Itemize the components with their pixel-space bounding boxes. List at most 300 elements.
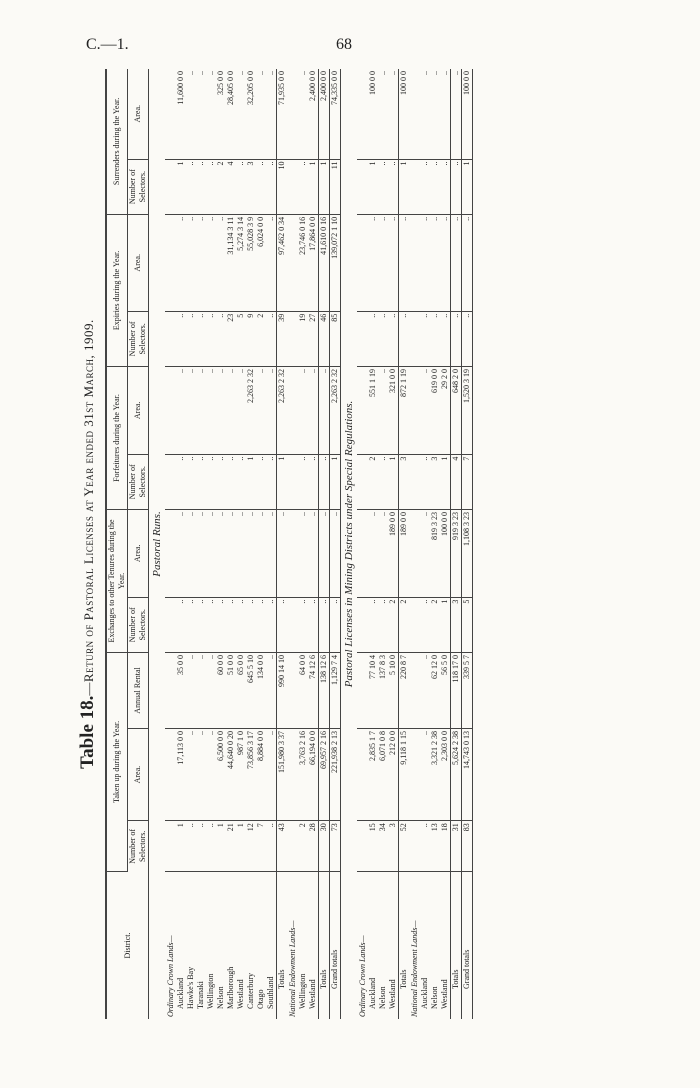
value-cell: .. (256, 509, 266, 597)
value-cell: 1 (308, 159, 319, 214)
value-cell: .. (298, 69, 308, 159)
value-cell: 2,263 2 32 (246, 367, 256, 455)
totals-row (319, 69, 330, 1019)
value-cell: .. (246, 597, 256, 652)
value-cell: 77 10 4 (368, 652, 378, 728)
group-title-row (165, 69, 176, 1019)
table-row (196, 69, 206, 1019)
district-cell: Grand totals (330, 871, 341, 1019)
value-cell: .. (216, 311, 226, 366)
empty-cell (357, 367, 368, 455)
table-row (186, 69, 196, 1019)
value-cell: .. (236, 597, 246, 652)
value-cell: 4 (451, 454, 462, 509)
value-cell: .. (440, 214, 451, 311)
value-cell: 14,743 0 13 (462, 729, 473, 821)
empty-cell (357, 311, 368, 366)
value-cell: 71,935 0 0 (277, 69, 288, 159)
district-cell: Grand totals (462, 871, 473, 1019)
value-cell: .. (196, 509, 206, 597)
rotated-table-container (75, 69, 625, 1019)
col-area: Area. (128, 69, 149, 159)
value-cell: 23,746 0 16 (298, 214, 308, 311)
value-cell: 11 (330, 159, 341, 214)
district-cell: Auckland (420, 977, 429, 1009)
value-cell: .. (430, 311, 440, 366)
value-cell: 321 0 0 (388, 367, 399, 455)
value-cell: .. (368, 509, 378, 597)
value-cell: .. (206, 214, 216, 311)
value-cell: .. (206, 69, 216, 159)
empty-cell (409, 367, 420, 455)
value-cell: .. (206, 821, 216, 872)
table-row (298, 69, 308, 1019)
value-cell: .. (196, 69, 206, 159)
value-cell: .. (246, 509, 256, 597)
value-cell: 7 (462, 454, 473, 509)
value-cell: 6,024 0 0 (256, 214, 266, 311)
district-cell: Nelson (378, 986, 387, 1009)
value-cell: .. (266, 367, 277, 455)
value-cell: .. (298, 509, 308, 597)
value-cell: .. (176, 214, 186, 311)
col-area: Area. (128, 729, 149, 821)
group-title-row (287, 69, 298, 1019)
empty-cell (165, 367, 176, 455)
table-row (308, 69, 319, 1019)
empty-cell (357, 652, 368, 728)
empty-cell (409, 652, 420, 728)
empty-cell (409, 214, 420, 311)
value-cell: .. (462, 214, 473, 311)
table-row (246, 69, 256, 1019)
value-cell: .. (236, 69, 246, 159)
value-cell: .. (266, 214, 277, 311)
value-cell: 137 8 3 (378, 652, 388, 728)
group-header-forfeitures: Forfeitures during the Year. (106, 367, 128, 510)
value-cell: .. (186, 729, 196, 821)
district-cell: Totals (277, 871, 288, 1019)
value-cell: .. (399, 311, 410, 366)
value-cell: .. (206, 652, 216, 728)
value-cell: 9 (246, 311, 256, 366)
section-title: Pastoral Licenses in Mining Districts under Special Regulations. (343, 400, 355, 688)
col-rental: Annual Rental (128, 652, 149, 728)
empty-cell (165, 454, 176, 509)
district-cell: Totals (319, 871, 330, 1019)
value-cell: 43 (277, 821, 288, 872)
value-cell: 2 (216, 159, 226, 214)
empty-cell (165, 821, 176, 872)
value-cell: 100 0 0 (440, 509, 451, 597)
value-cell: 9,118 1 15 (399, 729, 410, 821)
empty-cell (409, 509, 420, 597)
value-cell: 3 (451, 597, 462, 652)
value-cell: 3 (246, 159, 256, 214)
value-cell: .. (196, 367, 206, 455)
value-cell: .. (206, 159, 216, 214)
value-cell: 30 (319, 821, 330, 872)
value-cell: 1 (216, 821, 226, 872)
value-cell: .. (196, 214, 206, 311)
value-cell: 31 (451, 821, 462, 872)
value-cell: 1,108 3 23 (462, 509, 473, 597)
value-cell: .. (186, 69, 196, 159)
district-cell: Canterbury (246, 973, 255, 1009)
value-cell: 46 (319, 311, 330, 366)
value-cell: .. (186, 597, 196, 652)
empty-cell (287, 367, 298, 455)
empty-cell (357, 597, 368, 652)
value-cell: 17,864 0 0 (308, 214, 319, 311)
value-cell: 7 (256, 821, 266, 872)
value-cell: 648 2 0 (451, 367, 462, 455)
value-cell: 100 0 0 (399, 69, 410, 159)
value-cell: 1,129 7 4 (330, 652, 341, 728)
value-cell: 60 0 0 (216, 652, 226, 728)
empty-cell (409, 454, 420, 509)
value-cell: .. (186, 454, 196, 509)
value-cell: 2,400 0 0 (319, 69, 330, 159)
group-header-exchanges: Exchanges to other Tenures during the Year. (106, 509, 128, 652)
value-cell: .. (226, 454, 236, 509)
value-cell: .. (186, 311, 196, 366)
district-header: District. (106, 871, 149, 1019)
value-cell: .. (256, 159, 266, 214)
group-title-row (357, 69, 368, 1019)
value-cell: 2 (298, 821, 308, 872)
value-cell: .. (378, 454, 388, 509)
value-cell: 987 1 0 (236, 729, 246, 821)
col-area: Area. (128, 367, 149, 455)
value-cell: .. (308, 597, 319, 652)
table-row (420, 69, 430, 1019)
group-header-taken-up: Taken up during the Year. (106, 652, 128, 871)
value-cell: .. (186, 509, 196, 597)
empty-cell (165, 597, 176, 652)
value-cell: .. (216, 214, 226, 311)
value-cell: .. (420, 214, 430, 311)
value-cell: 19 (298, 311, 308, 366)
col-area: Area. (128, 509, 149, 597)
value-cell: 28 (308, 821, 319, 872)
value-cell: .. (388, 159, 399, 214)
table-row (226, 69, 236, 1019)
table-row (440, 69, 451, 1019)
value-cell: 2,263 2 32 (277, 367, 288, 455)
empty-cell (165, 311, 176, 366)
totals-row (399, 69, 410, 1019)
value-cell: 15 (368, 821, 378, 872)
group-header-expiries: Expiries during the Year. (106, 214, 128, 366)
value-cell: 1 (399, 159, 410, 214)
value-cell: 1 (440, 454, 451, 509)
value-cell: .. (256, 367, 266, 455)
value-cell: 3 (388, 821, 399, 872)
table-title-main: Table 18. (77, 695, 98, 769)
value-cell: 55,028 3 9 (246, 214, 256, 311)
empty-cell (409, 821, 420, 872)
grand-totals-row (462, 69, 473, 1019)
value-cell: .. (206, 597, 216, 652)
value-cell: 1 (330, 454, 341, 509)
value-cell: .. (256, 69, 266, 159)
group-name: National Endowment Lands— (409, 920, 419, 1017)
value-cell: .. (236, 159, 246, 214)
value-cell: .. (226, 509, 236, 597)
value-cell: .. (368, 597, 378, 652)
table-row (368, 69, 378, 1019)
value-cell: .. (266, 454, 277, 509)
value-cell: 13 (430, 821, 440, 872)
value-cell: .. (216, 597, 226, 652)
value-cell: .. (277, 509, 288, 597)
value-cell: .. (266, 597, 277, 652)
empty-cell (357, 214, 368, 311)
empty-cell (287, 821, 298, 872)
value-cell: 2,263 2 32 (330, 367, 341, 455)
value-cell: .. (420, 729, 430, 821)
value-cell: 2,303 0 0 (440, 729, 451, 821)
value-cell: 35 0 0 (176, 652, 186, 728)
district-cell: Totals (399, 871, 410, 1019)
value-cell: 5,274 3 14 (236, 214, 246, 311)
value-cell: .. (420, 69, 430, 159)
value-cell: .. (266, 509, 277, 597)
value-cell: .. (378, 597, 388, 652)
value-cell: 2,400 0 0 (308, 69, 319, 159)
district-cell: Wellington (206, 973, 215, 1009)
district-cell: Auckland (368, 977, 377, 1009)
empty-cell (409, 69, 420, 159)
value-cell: 220 8 7 (399, 652, 410, 728)
value-cell: 100 0 0 (368, 69, 378, 159)
value-cell: 10 (277, 159, 288, 214)
value-cell: .. (196, 821, 206, 872)
value-cell: 1 (176, 821, 186, 872)
empty-cell (165, 69, 176, 159)
table-row (236, 69, 246, 1019)
value-cell: 619 0 0 (430, 367, 440, 455)
value-cell: .. (298, 367, 308, 455)
value-cell: .. (378, 509, 388, 597)
value-cell: .. (420, 311, 430, 366)
district-cell: Taranaki (196, 981, 205, 1009)
group-name: Ordinary Crown Lands— (165, 935, 175, 1017)
value-cell: 339 5 7 (462, 652, 473, 728)
value-cell: 212 0 0 (388, 729, 399, 821)
empty-cell (165, 159, 176, 214)
value-cell: .. (430, 214, 440, 311)
district-cell: Westland (308, 979, 317, 1009)
value-cell: .. (298, 454, 308, 509)
section-title-row (149, 69, 166, 1019)
district-cell: Totals (451, 871, 462, 1019)
value-cell: .. (451, 159, 462, 214)
group-name: National Endowment Lands— (287, 920, 297, 1017)
value-cell: 18 (440, 821, 451, 872)
value-cell: 919 3 23 (451, 509, 462, 597)
value-cell: 31,134 3 11 (226, 214, 236, 311)
col-number: Number of Selectors. (128, 454, 149, 509)
value-cell: 2 (256, 311, 266, 366)
value-cell: .. (196, 454, 206, 509)
table-row (256, 69, 266, 1019)
empty-cell (287, 652, 298, 728)
value-cell: .. (186, 159, 196, 214)
empty-cell (287, 454, 298, 509)
value-cell: .. (176, 597, 186, 652)
empty-cell (409, 597, 420, 652)
value-cell: 2 (388, 597, 399, 652)
value-cell: 97,462 0 34 (277, 214, 288, 311)
value-cell: 23 (226, 311, 236, 366)
page-number: 68 (336, 36, 352, 53)
value-cell: 8,884 0 0 (256, 729, 266, 821)
value-cell: 2 (399, 597, 410, 652)
empty-cell (165, 652, 176, 728)
value-cell: 1 (462, 159, 473, 214)
value-cell: .. (226, 367, 236, 455)
value-cell: .. (451, 69, 462, 159)
value-cell: 325 0 0 (216, 69, 226, 159)
value-cell: .. (256, 454, 266, 509)
value-cell: 73,856 3 17 (246, 729, 256, 821)
value-cell: 819 3 23 (430, 509, 440, 597)
value-cell: 5 (236, 311, 246, 366)
value-cell: 221,938 2 13 (330, 729, 341, 821)
value-cell: 5 (462, 597, 473, 652)
empty-cell (409, 311, 420, 366)
value-cell: 51 0 0 (226, 652, 236, 728)
value-cell: .. (196, 311, 206, 366)
empty-cell (409, 159, 420, 214)
district-cell: Westland (440, 979, 449, 1009)
value-cell: 73 (330, 821, 341, 872)
value-cell: .. (440, 311, 451, 366)
value-cell: .. (330, 509, 341, 597)
value-cell: .. (176, 454, 186, 509)
value-cell: 1 (388, 454, 399, 509)
col-number: Number of Selectors. (128, 311, 149, 366)
value-cell: 100 0 0 (462, 69, 473, 159)
value-cell: .. (330, 597, 341, 652)
value-cell: 139,072 1 10 (330, 214, 341, 311)
value-cell: .. (266, 652, 277, 728)
section-title-row (341, 69, 358, 1019)
value-cell: 990 14 10 (277, 652, 288, 728)
value-cell: 52 (399, 821, 410, 872)
value-cell: .. (430, 69, 440, 159)
empty-cell (287, 311, 298, 366)
value-cell: .. (319, 454, 330, 509)
value-cell: 12 (246, 821, 256, 872)
value-cell: 1 (368, 159, 378, 214)
value-cell: .. (176, 367, 186, 455)
value-cell: 3 (430, 454, 440, 509)
value-cell: 1 (277, 454, 288, 509)
value-cell: .. (319, 509, 330, 597)
value-cell: .. (420, 159, 430, 214)
value-cell: .. (206, 454, 216, 509)
empty-cell (287, 729, 298, 821)
value-cell: 151,980 3 37 (277, 729, 288, 821)
totals-row (451, 69, 462, 1019)
value-cell: 85 (330, 311, 341, 366)
value-cell: .. (319, 367, 330, 455)
empty-cell (287, 597, 298, 652)
value-cell: 62 12 0 (430, 652, 440, 728)
value-cell: .. (266, 311, 277, 366)
empty-cell (357, 454, 368, 509)
value-cell: 551 1 19 (368, 367, 378, 455)
grand-totals-row (330, 69, 341, 1019)
value-cell: .. (176, 311, 186, 366)
value-cell: .. (206, 509, 216, 597)
value-cell: .. (378, 159, 388, 214)
value-cell: .. (368, 311, 378, 366)
district-cell: Auckland (176, 977, 185, 1009)
value-cell: 2 (430, 597, 440, 652)
district-cell: Marlborough (226, 966, 235, 1009)
value-cell: .. (388, 311, 399, 366)
value-cell: 74,335 0 0 (330, 69, 341, 159)
section-title: Pastoral Runs. (151, 511, 163, 577)
table-title (77, 69, 99, 1019)
value-cell: 56 5 0 (440, 652, 451, 728)
value-cell: 3,321 2 38 (430, 729, 440, 821)
empty-cell (287, 159, 298, 214)
value-cell: .. (440, 159, 451, 214)
value-cell: .. (440, 69, 451, 159)
table-row (206, 69, 216, 1019)
value-cell: 21 (226, 821, 236, 872)
value-cell: .. (420, 454, 430, 509)
value-cell: 28,405 0 0 (226, 69, 236, 159)
value-cell: .. (226, 597, 236, 652)
value-cell: .. (186, 821, 196, 872)
value-cell: 3 (399, 454, 410, 509)
value-cell: .. (196, 652, 206, 728)
value-cell: .. (277, 597, 288, 652)
empty-cell (165, 729, 176, 821)
col-number: Number of Selectors. (128, 597, 149, 652)
value-cell: 5,624 2 38 (451, 729, 462, 821)
value-cell: .. (256, 597, 266, 652)
value-cell: .. (196, 597, 206, 652)
value-cell: .. (420, 652, 430, 728)
value-cell: .. (216, 509, 226, 597)
value-cell: 1,520 3 19 (462, 367, 473, 455)
table-row (388, 69, 399, 1019)
empty-cell (357, 509, 368, 597)
value-cell: 1 (440, 597, 451, 652)
value-cell: .. (378, 69, 388, 159)
col-number: Number of Selectors. (128, 821, 149, 872)
value-cell: 1 (236, 821, 246, 872)
value-cell: .. (196, 729, 206, 821)
value-cell: .. (206, 311, 216, 366)
value-cell: 189 0 0 (399, 509, 410, 597)
value-cell: 65 0 0 (236, 652, 246, 728)
value-cell: 41,610 0 16 (319, 214, 330, 311)
table-row (378, 69, 388, 1019)
page-section-code: C.—1. (86, 36, 129, 53)
value-cell: 44,640 0 20 (226, 729, 236, 821)
value-cell: 4 (226, 159, 236, 214)
value-cell: .. (420, 367, 430, 455)
value-cell: .. (196, 159, 206, 214)
